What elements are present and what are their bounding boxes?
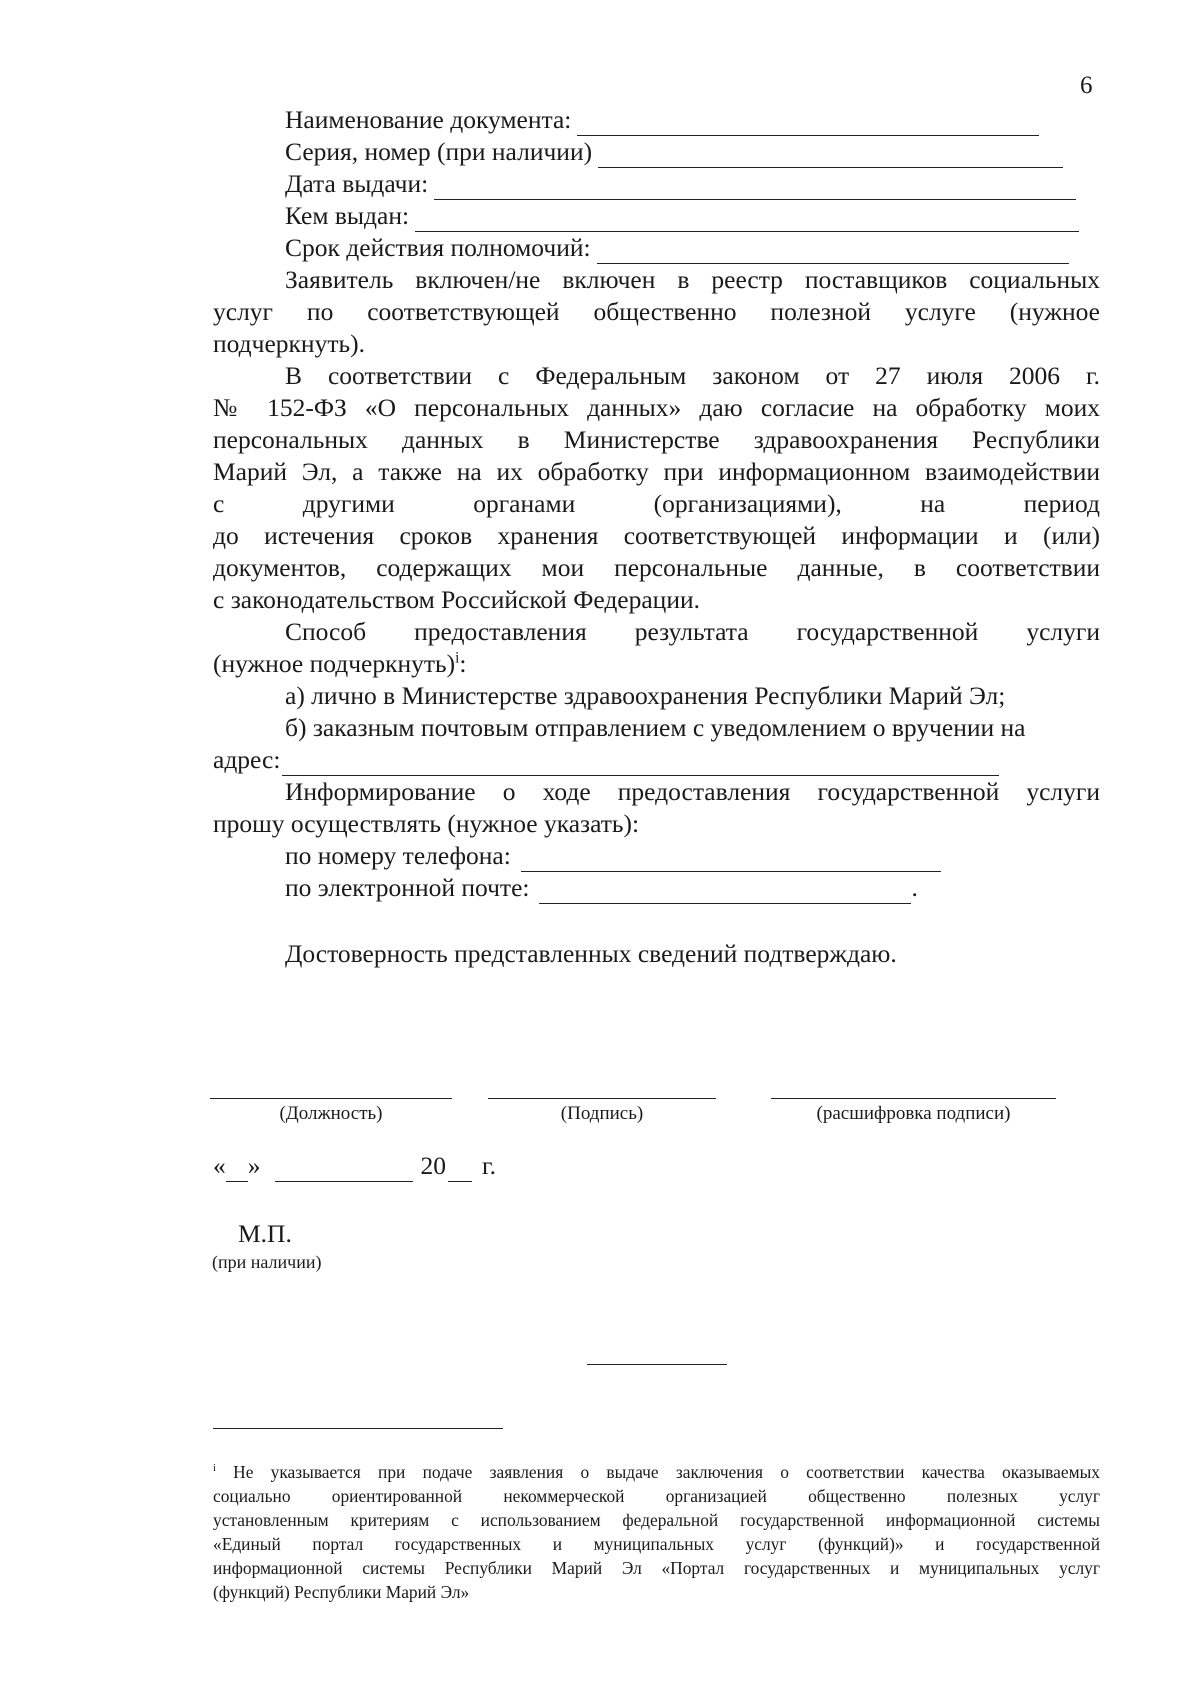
email-field [285, 872, 918, 904]
issued-by-blank[interactable] [415, 207, 1079, 232]
consent-line-8: с законодательством Российской Федерации. [213, 585, 700, 614]
page-number: 6 [1080, 72, 1093, 99]
email-period: . [911, 873, 918, 902]
address-blank[interactable] [282, 751, 999, 776]
email-label: по электронной почте: [285, 873, 530, 902]
doc-name-label: Наименование документа: [285, 105, 572, 134]
option-b: б) заказным почтовым отправлением с уведомлением о вручении на [285, 713, 1026, 742]
footnote-ref-mark[interactable]: i [455, 649, 460, 667]
issue-date-field [285, 168, 1076, 200]
informing-line-1: Информирование о ходе предоставления государственной услуги [285, 777, 1100, 806]
phone-blank[interactable] [521, 847, 941, 872]
phone-field [285, 840, 941, 872]
date-month-blank[interactable] [275, 1157, 413, 1182]
confirmation-text: Достоверность представленных сведений подтверждаю. [285, 939, 897, 968]
series-blank[interactable] [598, 143, 1063, 168]
method-line-2-text: (нужное подчеркнуть) [213, 649, 456, 678]
position-line[interactable] [210, 1098, 452, 1099]
signature-decode-line[interactable] [771, 1098, 1056, 1099]
date-year-suffix: г. [482, 1151, 496, 1180]
end-separator [587, 1364, 727, 1365]
informing-line-2: прошу осуществлять (нужное указать): [213, 809, 640, 838]
date-year-prefix: 20 [420, 1151, 446, 1180]
signature-caption: (Подпись) [560, 1103, 644, 1124]
consent-line-2: № 152-ФЗ «О персональных данных» даю согласие на обработку моих [213, 393, 1100, 422]
doc-name-field [285, 104, 1039, 136]
option-a: а) лично в Министерстве здравоохранения Республики Марий Эл; [285, 681, 1006, 710]
series-field [285, 136, 1063, 168]
authority-term-blank[interactable] [597, 239, 1069, 264]
consent-line-4: Марий Эл, а также на их обработку при информационном взаимодействии [213, 457, 1100, 486]
authority-term-field [285, 232, 1069, 264]
doc-name-blank[interactable] [577, 111, 1039, 136]
date-field [213, 1150, 496, 1182]
footnote-line-3: установленным критериям с использованием федеральной государственной информационной системы [213, 1510, 1100, 1530]
date-year-blank[interactable] [448, 1157, 472, 1182]
issued-by-label: Кем выдан: [285, 201, 410, 230]
consent-line-5: с другими органами (организациями), на период [213, 489, 1100, 518]
registry-line-2: услуг по соответствующей общественно полезной услуге (нужное [213, 297, 1100, 326]
footnote-line-5: информационной системы Республики Марий Эл «Портал государственных и муниципальных услуг [213, 1558, 1100, 1578]
footnote-rule [213, 1428, 503, 1429]
footnote-line-6: (функций) Республики Марий Эл» [213, 1582, 470, 1602]
phone-label: по номеру телефона: [285, 841, 511, 870]
position-caption: (Должность) [279, 1103, 383, 1124]
footnote-line-4: «Единый портал государственных и муниципальных услуг (функций)» и государственной [213, 1534, 1100, 1554]
date-close-quote: » [247, 1151, 261, 1180]
signature-decode-caption: (расшифровка подписи) [816, 1103, 1011, 1124]
signature-line[interactable] [488, 1098, 716, 1099]
issued-by-field [285, 200, 1079, 232]
method-line-2 [213, 648, 467, 680]
consent-line-1: В соответствии с Федеральным законом от 27 июля 2006 г. [285, 361, 1100, 390]
registry-line-1: Заявитель включен/не включен в реестр поставщиков социальных [285, 265, 1100, 294]
consent-line-6: до истечения сроков хранения соответствующей информации и (или) [213, 521, 1100, 550]
footnote-mark: i [213, 1463, 216, 1475]
footnote-line-1-text: Не указывается при подаче заявления о выдаче заключения о соответствии качества оказываемых [233, 1462, 1100, 1482]
address-label: адрес: [213, 745, 281, 774]
issue-date-blank[interactable] [434, 175, 1076, 200]
stamp-note: (при наличии) [212, 1252, 322, 1272]
stamp-label: М.П. [238, 1219, 292, 1248]
footnote-line-2: социально ориентированной некоммерческой организацией общественно полезных услуг [213, 1486, 1100, 1506]
method-line-2-colon: : [459, 649, 467, 678]
consent-line-7: документов, содержащих мои персональные данные, в соответствии [213, 553, 1100, 582]
issue-date-label: Дата выдачи: [285, 169, 429, 198]
footnote-line-1 [213, 1460, 1100, 1484]
method-line-1: Способ предоставления результата государственной услуги [285, 617, 1100, 646]
registry-line-3: подчеркнуть). [213, 329, 365, 358]
email-blank[interactable] [539, 879, 911, 904]
address-field [213, 744, 999, 776]
authority-term-label: Срок действия полномочий: [285, 233, 591, 262]
date-day-blank[interactable] [226, 1157, 248, 1182]
series-label: Серия, номер (при наличии) [285, 137, 593, 166]
date-open-quote: « [213, 1151, 226, 1180]
consent-line-3: персональных данных в Министерстве здравоохранения Республики [213, 425, 1100, 454]
